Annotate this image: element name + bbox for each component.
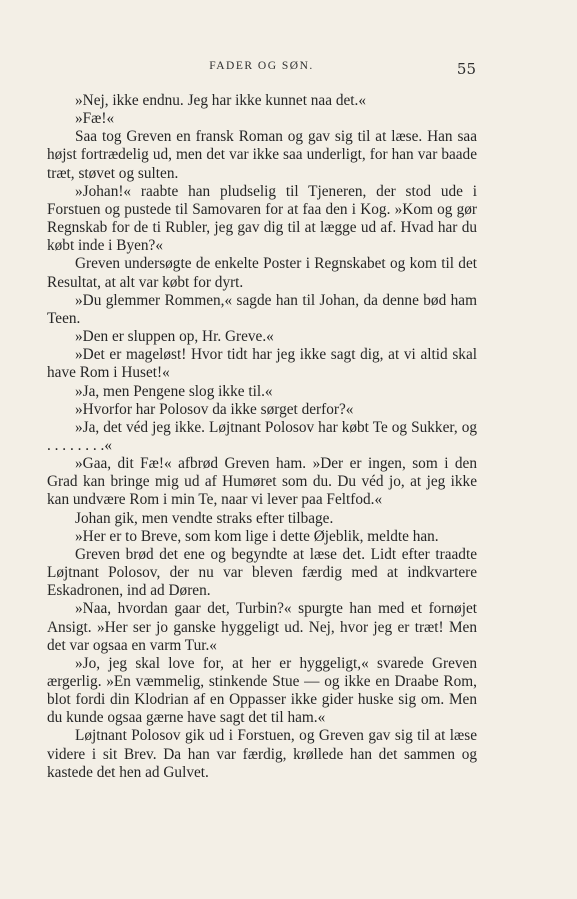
paragraph: »Nej, ikke endnu. Jeg har ikke kunnet naa det.« bbox=[75, 92, 366, 109]
paragraph: »Det er mageløst! Hvor tidt har jeg ikke sagt dig, at vi altid skal have Rom i Huset!« bbox=[47, 346, 477, 382]
paragraph: »Johan!« raabte han pludselig til Tjeneren, der stod ude i Forstuen og pustede til Samovaren for at faa den i Kog. »Kom og gør Regnskab for de ti Rubler, jeg gav dig til at lægge ud af. Hvad har du købt inde i Byen?« bbox=[47, 182, 477, 255]
paragraph: »Du glemmer Rommen,« sagde han til Johan, da denne bød ham Teen. bbox=[47, 291, 477, 327]
paragraph: »Naa, hvordan gaar det, Turbin?« spurgte han med et fornøjet Ansigt. »Her ser jo ganske hyggeligt ud. Nej, hvor jeg er træt! Men det var ogsaa en varm Tur.« bbox=[47, 600, 477, 654]
body-text bbox=[47, 92, 477, 782]
paragraph: »Ja, det véd jeg ikke. Løjtnant Polosov har købt Te og Sukker, og . . . . . . . .« bbox=[47, 418, 477, 454]
paragraph: Saa tog Greven en fransk Roman og gav sig til at læse. Han saa højst fortrædelig ud, men det var ikke saa underligt, for han var baade træt, støvet og sulten. bbox=[47, 128, 477, 182]
paragraph: »Jo, jeg skal love for, at her er hyggeligt,« svarede Greven ærgerlig. »En væmmelig, stinkende Stue — og ikke en Draabe Rom, blot fordi din Klodrian af en Oppasser ikke gider huske sig om. Men du kunde ogsaa gærne have sagt det til ham.« bbox=[47, 654, 477, 727]
paragraph: »Den er sluppen op, Hr. Greve.« bbox=[75, 328, 274, 346]
paragraph: Greven brød det ene og begyndte at læse det. Lidt efter traadte Løjtnant Polosov, der nu var bleven færdig med at indkvartere Eskadronen, ind ad Døren. bbox=[47, 545, 477, 600]
paragraph: »Fæ!« bbox=[75, 110, 115, 128]
paragraph: »Her er to Breve, som kom lige i dette Øjeblik, meldte han. bbox=[75, 527, 439, 545]
running-title: FADER OG SØN. bbox=[209, 60, 314, 72]
paragraph: Johan gik, men vendte straks efter tilbage. bbox=[75, 509, 334, 527]
paragraph: »Hvorfor har Polosov da ikke sørget derfor?« bbox=[75, 400, 354, 418]
paragraph: Løjtnant Polosov gik ud i Forstuen, og Greven gav sig til at læse videre i sit Brev. Da han var færdig, krøllede han det sammen og kastede det hen ad Gulvet. bbox=[47, 727, 477, 781]
paragraph: »Gaa, dit Fæ!« afbrød Greven ham. »Der er ingen, som i den Grad kan bringe mig ud af Humøret som du. Du véd jo, at jeg ikke kan undvære Rom i min Te, naar vi lever paa Feltfod.« bbox=[47, 455, 477, 509]
paragraph: »Ja, men Pengene slog ikke til.« bbox=[75, 382, 273, 400]
page-number: 55 bbox=[456, 60, 476, 78]
paragraph: Greven undersøgte de enkelte Poster i Regnskabet og kom til det Resultat, at alt var købt for dyrt. bbox=[47, 255, 477, 291]
